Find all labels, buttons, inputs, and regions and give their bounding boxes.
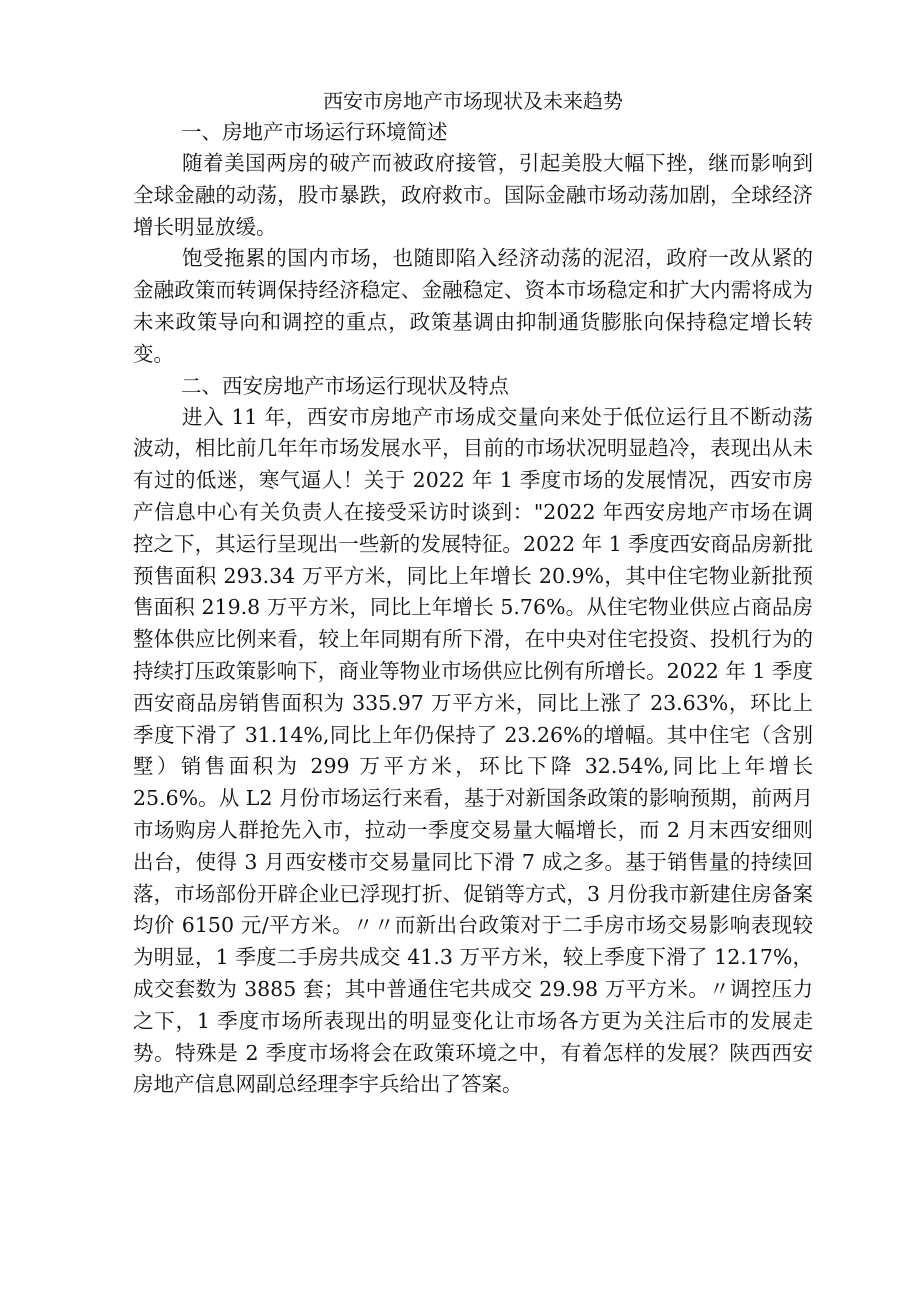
paragraph: 进入 11 年，西安市房地产市场成交量向来处于低位运行且不断动荡波动，相比前几年年市场发展水平，目前的市场状况明显趋冷，表现出从未有过的低迷，寒气逼人！关于 2022 年 1 季度市场的发展情况，西安市房产信息中心有关负责人在接受采访时谈到："2022 年西安房地产市场在调控之下，其运行呈现出一些新的发展特征。2022 年 1 季度西安商品房新批预售面积 293.34 万平方米，同比上年增长 20.9%，其中住宅物业新批预售面积 219.8 万平方米，同比上年增长 5.76%。从住宅物业供应占商品房整体供应比例来看，较上年同期有所下滑，在中央对住宅投资、投机行为的持续打压政策影响下，商业等物业市场供应比例有所增长。2022 年 1 季度西安商品房销售面积为 335.97 万平方米，同比上涨了 23.63%，环比上季度下滑了 31.14%,同比上年仍保持了 23.26%的增幅。其中住宅（含别墅）销售面积为 299 万平方米，环比下降 32.54%,同比上年增长 25.6%。从 L2 月份市场运行来看，基于对新国条政策的影响预期，前两月市场购房人群抢先入市，拉动一季度交易量大幅增长，而 2 月末西安细则出台，使得 3 月西安楼市交易量同比下滑 7 成之多。基于销售量的持续回落，市场部份开辟企业已浮现打折、促销等方式，3 月份我市新建住房备案均价 6150 元/平方米。〃〃而新出台政策对于二手房市场交易影响表现较为明显，1 季度二手房共成交 41.3 万平方米，较上季度下滑了 12.17%，成交套数为 3885 套；其中普通住宅共成交 29.98 万平方米。〃调控压力之下，1 季度市场所表现出的明显变化让市场各方更为关注后市的发展走势。特殊是 2 季度市场将会在政策环境之中，有着怎样的发展？陕西西安房地产信息网副总经理李宇兵给出了答案。 — [133, 404, 813, 1097]
paragraph: 随着美国两房的破产而被政府接管，引起美股大幅下挫，继而影响到全球金融的动荡，股市暴跌，政府救市。国际金融市场动荡加剧，全球经济增长明显放缓。 — [133, 151, 813, 239]
paragraph: 饱受拖累的国内市场，也随即陷入经济动荡的泥沼，政府一改从紧的金融政策而转调保持经济稳定、金融稳定、资本市场稳定和扩大内需将成为未来政策导向和调控的重点，政策基调由抑制通货膨胀向保持稳定增长转变。 — [133, 246, 813, 366]
section-heading-market-status: 二、西安房地产市场运行现状及特点 — [181, 373, 509, 398]
section-heading-environment: 一、房地产市场运行环境简述 — [181, 120, 448, 144]
document-page — [133, 86, 813, 1101]
document-title: 西安市房地产市场现状及未来趋势 — [323, 89, 623, 113]
